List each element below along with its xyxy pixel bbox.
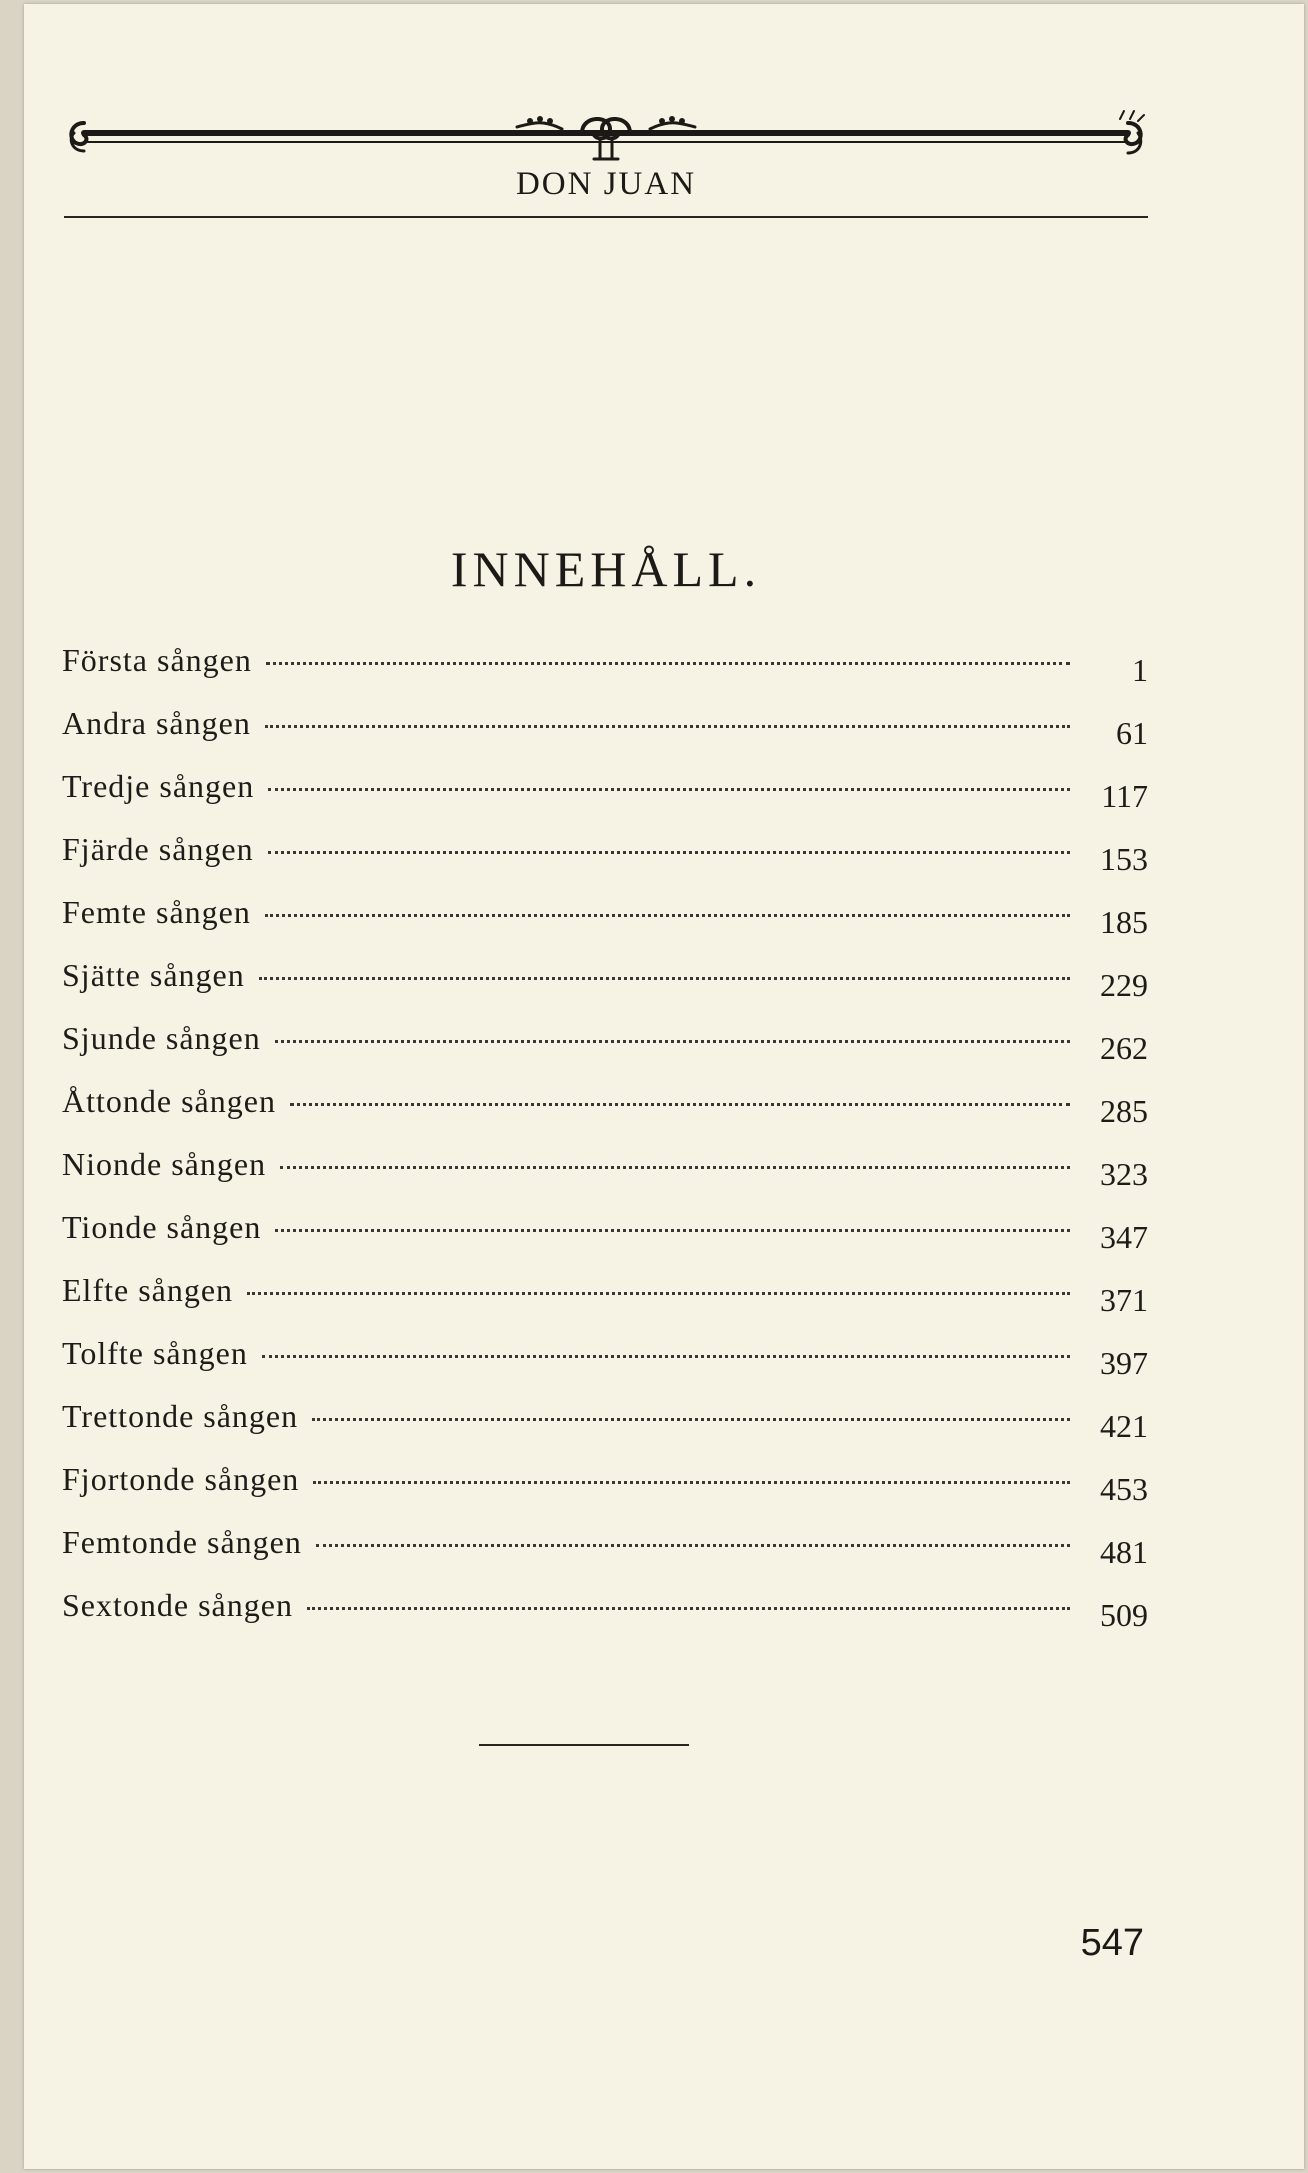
toc-entry-page: 421	[1100, 1408, 1148, 1444]
running-title: DON JUAN	[515, 166, 697, 202]
toc-entry	[62, 642, 1148, 705]
toc-entry	[62, 894, 1148, 957]
dot-leader	[265, 914, 1070, 917]
dot-leader	[307, 1607, 1070, 1610]
toc-entry	[62, 1461, 1148, 1524]
toc-entry	[62, 1398, 1148, 1461]
toc-entry-page: 229	[1100, 967, 1148, 1003]
toc-entry-page: 185	[1100, 904, 1148, 940]
toc-entry-page: 61	[1116, 715, 1148, 751]
toc-entry-page: 453	[1100, 1471, 1148, 1507]
toc-entry-title: Andra sången	[62, 705, 251, 741]
toc-entry-page: 117	[1101, 778, 1148, 814]
header-rule	[64, 216, 1148, 218]
toc-entry-title: Tionde sången	[62, 1209, 262, 1245]
toc-entry-title: Tredje sången	[62, 768, 255, 804]
toc-entry	[62, 1209, 1148, 1272]
toc-entry-title: Fjärde sången	[62, 831, 254, 867]
dot-leader	[313, 1481, 1070, 1484]
toc-entry-page: 262	[1100, 1030, 1148, 1066]
dot-leader	[290, 1103, 1070, 1106]
book-page	[24, 4, 1304, 2169]
toc-entry-title: Sextonde sången	[62, 1587, 293, 1623]
toc-entry	[62, 705, 1148, 768]
table-of-contents	[62, 642, 1148, 1650]
dot-leader	[268, 851, 1070, 854]
toc-entry-page: 153	[1100, 841, 1148, 877]
toc-entry	[62, 1335, 1148, 1398]
toc-entry-page: 323	[1100, 1156, 1148, 1192]
toc-entry	[62, 831, 1148, 894]
toc-entry	[62, 1272, 1148, 1335]
toc-entry-title: Femte sången	[62, 894, 251, 930]
toc-entry-page: 347	[1100, 1219, 1148, 1255]
toc-entry	[62, 1146, 1148, 1209]
dot-leader	[268, 788, 1070, 791]
toc-entry-title: Femtonde sången	[62, 1524, 302, 1560]
dot-leader	[316, 1544, 1070, 1547]
toc-entry	[62, 768, 1148, 831]
dot-leader	[247, 1292, 1070, 1295]
toc-entry	[62, 957, 1148, 1020]
toc-entry-page: 397	[1100, 1345, 1148, 1381]
toc-entry-page: 1	[1132, 652, 1148, 688]
toc-entry-title: Första sången	[62, 642, 252, 678]
toc-heading: INNEHÅLL.	[450, 541, 762, 597]
page-number: 547	[1080, 1922, 1144, 1964]
dot-leader	[312, 1418, 1070, 1421]
toc-entry-title: Sjätte sången	[62, 957, 245, 993]
toc-entry	[62, 1083, 1148, 1146]
toc-entry-page: 371	[1100, 1282, 1148, 1318]
toc-entry	[62, 1524, 1148, 1587]
toc-entry-page: 285	[1100, 1093, 1148, 1129]
toc-entry	[62, 1587, 1148, 1650]
dot-leader	[275, 1229, 1070, 1232]
dot-leader	[275, 1040, 1070, 1043]
toc-entry-title: Elfte sången	[62, 1272, 234, 1308]
dot-leader	[265, 725, 1070, 728]
toc-entry-title: Trettonde sången	[62, 1398, 299, 1434]
dot-leader	[259, 977, 1070, 980]
toc-entry	[62, 1020, 1148, 1083]
toc-entry-page: 481	[1100, 1534, 1148, 1570]
toc-entry-title: Åttonde sången	[62, 1083, 276, 1119]
toc-entry-page: 509	[1100, 1597, 1148, 1633]
toc-entry-title: Fjortonde sången	[62, 1461, 300, 1497]
dot-leader	[280, 1166, 1070, 1169]
toc-entry-title: Nionde sången	[62, 1146, 267, 1182]
dot-leader	[266, 662, 1070, 665]
dot-leader	[262, 1355, 1070, 1358]
toc-entry-title: Tolfte sången	[62, 1335, 248, 1371]
closing-rule	[479, 1744, 689, 1746]
toc-entry-title: Sjunde sången	[62, 1020, 261, 1056]
